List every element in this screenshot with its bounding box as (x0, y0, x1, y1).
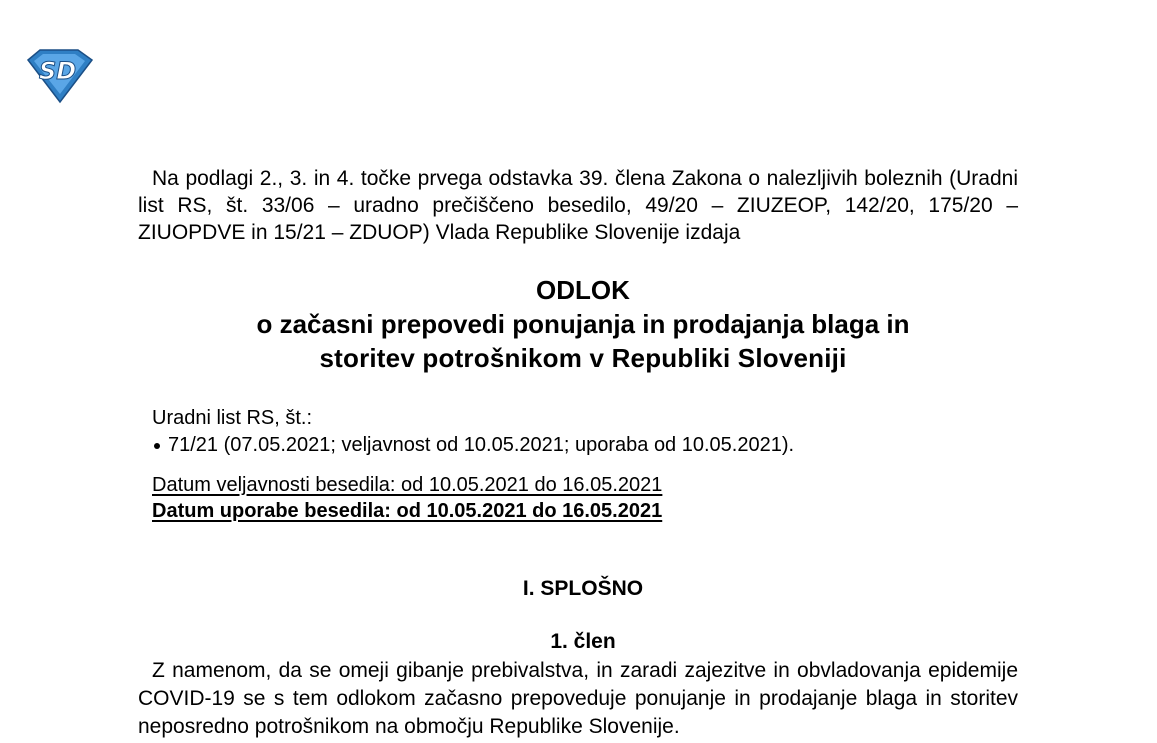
gazette-references (152, 405, 794, 459)
validity-dates (152, 472, 662, 524)
title-heading: ODLOK (536, 275, 630, 305)
sd-logo-icon (22, 46, 96, 104)
section-heading: I. SPLOŠNO (522, 577, 644, 600)
document-title (150, 273, 1016, 375)
title-line-2: storitev potrošnikom v Republiki Sloveniji (319, 343, 847, 373)
preamble-content: Na podlagi 2., 3. in 4. točke prvega odstavka 39. člena Zakona o nalezljivih boleznih (Uradni list RS, št. 33/06 – uradno prečiščeno besedilo, 49/20 – ZIUZEOP, 142/20, 175/20 – ZIUOPDVE in 15/21 – ZDUOP) Vlada Republike Slovenije izdaja (138, 167, 1018, 244)
article-body (138, 657, 1018, 741)
title-line-1: o začasni prepovedi ponujanja in prodajanja blaga in (256, 309, 910, 339)
article-body-text: Z namenom, da se omeji gibanje prebivalstva, in zaradi zajezitve in obvladovanja epidemije COVID-19 se s tem odlokom začasno prepoveduje ponujanje in prodajanje blaga in storitev neposredno potrošnikom na območju Republike Slovenije. (138, 659, 1018, 738)
article-heading: 1. člen (550, 630, 616, 653)
application-date-line: Datum uporabe besedila: od 10.05.2021 do 16.05.2021 (152, 500, 663, 522)
preamble-text (138, 165, 1018, 246)
bullet-icon (154, 443, 160, 449)
gazette-entry (152, 432, 794, 459)
gazette-label: Uradni list RS, št.: (152, 407, 313, 429)
gazette-entry-text: 71/21 (07.05.2021; veljavnost od 10.05.2021; uporaba od 10.05.2021). (168, 434, 795, 456)
svg-text:SD: SD (39, 57, 77, 85)
validity-date-line: Datum veljavnosti besedila: od 10.05.2021 do 16.05.2021 (152, 474, 663, 496)
